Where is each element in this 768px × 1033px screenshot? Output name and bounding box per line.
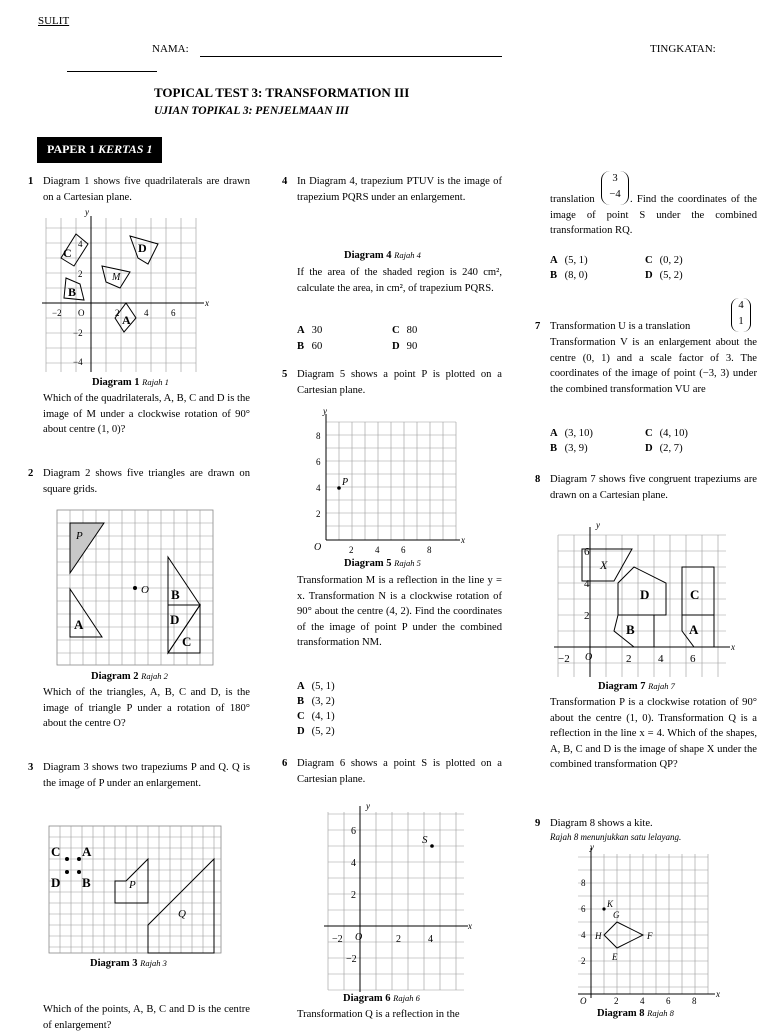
tick-label: 4 xyxy=(375,545,380,555)
option-letter: D xyxy=(645,443,653,454)
caption-text: Diagram 7 xyxy=(598,681,646,692)
centre-o-label: O xyxy=(141,584,149,596)
q5-question: Transformation M is a reflection in the line y = x. Transformation N is a clockwise rotation of 90° about the centre (4, 2). Find the coordinates of the image of point P under the combined transformation NM. xyxy=(297,575,502,648)
q1-question: Which of the quadrilaterals, A, B, C and D is the image of M under a clockwise rotation of 90° about centre (1, 0)? xyxy=(43,393,250,435)
point-h-label: H xyxy=(595,931,602,941)
point-s-label: S xyxy=(422,834,428,846)
option-value: (3, 10) xyxy=(564,428,593,439)
caption-text: Diagram 2 xyxy=(91,671,139,682)
option-value: 80 xyxy=(406,325,418,336)
option-value: 30 xyxy=(311,325,323,336)
page-title: TOPICAL TEST 3: TRANSFORMATION III xyxy=(154,85,410,100)
option-value: 60 xyxy=(311,341,323,352)
diagram-6 xyxy=(318,798,478,992)
q7-option-b[interactable] xyxy=(550,441,588,457)
shape-c-label: C xyxy=(690,587,700,602)
q1-number: 1 xyxy=(28,176,34,187)
diagram-7 xyxy=(550,519,742,679)
tick-label: 6 xyxy=(171,308,176,318)
q8-number: 8 xyxy=(535,474,541,485)
option-value: (5, 2) xyxy=(311,726,335,737)
caption-text: Diagram 1 xyxy=(92,377,140,388)
tick-label: −2 xyxy=(346,954,357,965)
caption-text: Diagram 5 xyxy=(344,558,392,569)
option-letter: A xyxy=(550,428,558,439)
tick-label: 4 xyxy=(581,930,586,940)
tingkatan-line xyxy=(67,71,157,72)
q2-number: 2 xyxy=(28,468,34,479)
q3-number: 3 xyxy=(28,762,34,773)
point-s-dot xyxy=(430,844,434,848)
shape-b-label: B xyxy=(68,285,77,299)
caption-text-ms: Rajah 1 xyxy=(142,377,169,387)
diagram-1-caption xyxy=(92,375,169,391)
option-letter: C xyxy=(645,428,653,439)
tick-label: −4 xyxy=(73,357,83,367)
option-letter: A xyxy=(550,255,558,266)
q4-option-d[interactable] xyxy=(392,339,417,355)
x-axis-label: x xyxy=(205,298,209,308)
shape-a-label: A xyxy=(689,622,699,637)
tick-label: 4 xyxy=(316,483,321,493)
point-p-label: P xyxy=(342,477,349,488)
q7-option-c[interactable] xyxy=(645,426,688,442)
q2-text: Diagram 2 shows five triangles are drawn on square grids. xyxy=(43,468,250,495)
q7-option-d[interactable] xyxy=(645,441,683,457)
triangle-b-label: B xyxy=(171,587,180,602)
q4-text: In Diagram 4, trapezium PTUV is the image of trapezium PQRS under an enlargement. xyxy=(297,176,502,203)
point-d-dot xyxy=(65,870,69,874)
option-letter: B xyxy=(550,443,558,454)
q6-translation-word: translation xyxy=(550,194,595,205)
q9-text: Diagram 8 shows a kite. xyxy=(550,818,653,829)
q4-option-b[interactable] xyxy=(297,339,322,355)
diagram-1 xyxy=(38,206,216,374)
diagram-3-caption xyxy=(90,956,167,972)
nama-label: NAMA: xyxy=(152,43,189,55)
tick-label: 2 xyxy=(351,890,356,901)
caption-text-ms: Rajah 3 xyxy=(140,958,167,968)
point-c-dot xyxy=(65,857,69,861)
y-axis-label: y xyxy=(596,520,600,530)
tick-label: 6 xyxy=(584,546,590,558)
option-value: (5, 2) xyxy=(659,270,683,281)
q5-number: 5 xyxy=(282,369,288,380)
shape-x-label: X xyxy=(600,558,608,572)
q4-option-c[interactable] xyxy=(392,323,417,339)
option-value: (5, 1) xyxy=(564,255,588,266)
tick-label: 2 xyxy=(396,934,401,945)
tick-label: 8 xyxy=(692,996,697,1006)
q6-question-rest: . Find the coordinates of the image of point S under the combined transformation RQ. xyxy=(550,194,757,236)
q4-number: 4 xyxy=(282,176,288,187)
option-letter: B xyxy=(297,696,305,707)
centre-o-point xyxy=(133,586,137,590)
caption-text-ms: Rajah 2 xyxy=(141,671,168,681)
tingkatan-label: TINGKATAN: xyxy=(650,43,716,55)
point-e-label: E xyxy=(612,952,618,962)
point-p-dot xyxy=(337,486,341,490)
q5-option-a[interactable] xyxy=(297,679,335,695)
shape-c-label: C xyxy=(63,246,72,260)
caption-text: Diagram 4 xyxy=(344,250,392,261)
shape-a-label: A xyxy=(122,313,131,327)
point-b-dot xyxy=(77,870,81,874)
diagram-6-caption xyxy=(343,991,420,1007)
paper-label: PAPER 1 xyxy=(47,142,96,156)
tick-label: 8 xyxy=(427,545,432,555)
diagram-5-caption xyxy=(344,556,421,572)
shape-d-label: D xyxy=(640,587,650,602)
origin-label: O xyxy=(314,542,322,553)
q6-text: Diagram 6 shows a point S is plotted on a Cartesian plane. xyxy=(297,758,502,785)
option-value: (4, 10) xyxy=(659,428,688,439)
nama-line xyxy=(200,56,502,57)
point-c-label: C xyxy=(51,844,61,859)
x-axis-label: x xyxy=(731,642,735,652)
option-letter: D xyxy=(392,341,400,352)
tick-label: 2 xyxy=(584,610,590,622)
tick-label: 2 xyxy=(349,545,354,555)
option-letter: B xyxy=(297,341,305,352)
tick-label: −2 xyxy=(558,653,570,665)
tick-label: −2 xyxy=(73,328,83,338)
tick-label: 4 xyxy=(351,858,356,869)
option-value: (3, 2) xyxy=(311,696,335,707)
q6-option-d[interactable] xyxy=(645,268,683,284)
caption-text: Diagram 3 xyxy=(90,958,138,969)
vector-top: 3 xyxy=(612,173,618,184)
x-axis-label: x xyxy=(468,921,472,931)
q5-text: Diagram 5 shows a point P is plotted on a Cartesian plane. xyxy=(297,369,502,396)
q2-question: Which of the triangles, A, B, C and D, is the image of triangle P under a rotation of 180° about the centre O? xyxy=(43,687,250,729)
diagram-2-caption xyxy=(91,669,168,685)
diagram-8 xyxy=(565,842,725,1006)
y-axis-label: y xyxy=(323,408,327,416)
tick-label: 2 xyxy=(581,956,586,966)
caption-text-ms: Rajah 5 xyxy=(394,558,421,568)
option-value: (4, 1) xyxy=(311,711,335,722)
tick-label: 2 xyxy=(626,653,632,665)
q8-text: Diagram 7 shows five congruent trapeziums are drawn on a Cartesian plane. xyxy=(550,474,757,501)
tick-label: −2 xyxy=(332,934,343,945)
origin-label: O xyxy=(585,652,593,663)
diagram-2 xyxy=(56,509,216,667)
q6-option-c[interactable] xyxy=(645,253,683,269)
diagram-8-caption xyxy=(597,1006,674,1022)
vector-bottom: −4 xyxy=(609,189,621,200)
triangle-c-label: C xyxy=(182,634,192,649)
option-letter: D xyxy=(645,270,653,281)
tick-label: 2 xyxy=(115,308,120,318)
sulit-mark: SULIT xyxy=(38,15,70,27)
tick-label: 6 xyxy=(316,457,321,467)
option-letter: A xyxy=(297,325,305,336)
q4-option-a[interactable] xyxy=(297,323,322,339)
triangle-a-label: A xyxy=(74,617,84,632)
q9-text-ms: Rajah 8 menunjukkan satu lelayang. xyxy=(550,832,682,842)
q9-number: 9 xyxy=(535,818,541,829)
option-value: (5, 1) xyxy=(311,681,335,692)
caption-text-ms: Rajah 4 xyxy=(394,250,421,260)
paper-badge xyxy=(37,137,162,163)
vector-top: 4 xyxy=(738,300,744,311)
q6-number: 6 xyxy=(282,758,288,769)
y-axis-label: y xyxy=(366,801,370,811)
origin-label: O xyxy=(355,932,363,943)
trapezium-p-label: P xyxy=(129,879,136,891)
tick-label: 4 xyxy=(640,996,645,1006)
tick-label: 2 xyxy=(78,269,83,279)
q6-option-a[interactable] xyxy=(550,253,588,269)
option-letter: C xyxy=(392,325,400,336)
tick-label: 6 xyxy=(351,826,356,837)
caption-text: Diagram 6 xyxy=(343,993,391,1004)
point-f-label: F xyxy=(647,931,653,941)
tick-label: 4 xyxy=(78,239,83,249)
q6-option-b[interactable] xyxy=(550,268,588,284)
shape-d-label: D xyxy=(138,241,147,255)
x-axis-label: x xyxy=(716,989,720,999)
q5-option-d[interactable] xyxy=(297,724,335,740)
option-letter: A xyxy=(297,681,305,692)
triangle-d-label: D xyxy=(170,612,180,627)
q3-text: Diagram 3 shows two trapeziums P and Q. Q is the image of P under an enlargement. xyxy=(43,762,250,789)
option-value: (3, 9) xyxy=(564,443,588,454)
caption-text-ms: Rajah 6 xyxy=(393,993,420,1003)
tick-label: 4 xyxy=(584,578,590,590)
tick-label: 4 xyxy=(428,934,433,945)
q6-question-start: Transformation Q is a reflection in the xyxy=(297,1009,460,1020)
option-letter: B xyxy=(550,270,558,281)
q7-text-start: Transformation U is a translation xyxy=(550,321,691,332)
diagram-8-grid xyxy=(578,854,708,994)
q1-text: Diagram 1 shows five quadrilaterals are drawn on a Cartesian plane. xyxy=(43,176,250,203)
origin-label: O xyxy=(78,308,85,318)
caption-text-ms: Rajah 7 xyxy=(648,681,675,691)
point-k-label: K xyxy=(607,899,614,909)
diagram-5 xyxy=(308,408,468,558)
tick-label: 6 xyxy=(581,904,586,914)
option-value: 90 xyxy=(406,341,418,352)
option-value: (8, 0) xyxy=(564,270,588,281)
tick-label: 6 xyxy=(401,545,406,555)
point-b-label: B xyxy=(82,875,91,890)
triangle-p-label: P xyxy=(76,530,83,542)
diagram-3 xyxy=(48,825,224,955)
shape-b-label: B xyxy=(626,622,635,637)
tick-label: 8 xyxy=(316,431,321,441)
trapezium-q-label: Q xyxy=(178,908,186,920)
diagram-7-caption xyxy=(598,679,675,695)
q3-question: Which of the points, A, B, C and D is the centre of enlargement? xyxy=(43,1004,250,1031)
q5-option-b[interactable] xyxy=(297,694,335,710)
option-letter: C xyxy=(297,711,305,722)
option-letter: C xyxy=(645,255,653,266)
y-axis-label: y xyxy=(85,207,89,217)
point-k-dot xyxy=(602,907,605,910)
page-subtitle: UJIAN TOPIKAL 3: PENJELMAAN III xyxy=(154,105,349,117)
origin-label: O xyxy=(580,996,587,1006)
point-g-label: G xyxy=(613,910,620,920)
q7-number: 7 xyxy=(535,321,541,332)
tick-label: 2 xyxy=(614,996,619,1006)
tick-label: 4 xyxy=(658,653,664,665)
point-d-label: D xyxy=(51,875,61,890)
diagram-4-caption xyxy=(344,248,421,264)
tick-label: 2 xyxy=(316,509,321,519)
caption-text: Diagram 8 xyxy=(597,1008,645,1019)
shape-m-label: M xyxy=(112,272,121,283)
option-letter: D xyxy=(297,726,305,737)
tick-label: 6 xyxy=(666,996,671,1006)
tick-label: 4 xyxy=(144,308,149,318)
tick-label: −2 xyxy=(52,308,62,318)
point-a-label: A xyxy=(82,844,92,859)
x-axis-label: x xyxy=(461,535,465,545)
point-a-dot xyxy=(77,857,81,861)
y-axis-label: y xyxy=(590,842,594,852)
tick-label: 6 xyxy=(690,653,696,665)
tick-label: 8 xyxy=(581,878,586,888)
q7-translation-vector xyxy=(731,298,751,332)
q7-text-rest: Transformation V is an enlargement about the centre (0, 1) and a scale factor of 3. The coordinates of the image of point (−3, 3) under the combined transformation VU are xyxy=(550,337,757,395)
option-value: (2, 7) xyxy=(659,443,683,454)
q5-option-c[interactable] xyxy=(297,709,335,725)
option-value: (0, 2) xyxy=(659,255,683,266)
vector-bottom: 1 xyxy=(738,316,744,327)
caption-text-ms: Rajah 8 xyxy=(647,1008,674,1018)
q4-question: If the area of the shaded region is 240 cm², calculate the area, in cm², of trapezium PQRS. xyxy=(297,267,502,294)
paper-label-ms: KERTAS 1 xyxy=(98,142,153,156)
q8-question: Transformation P is a clockwise rotation of 90° about the centre (1, 0). Transformation Q is a reflection in the line x = 4. Which of the shapes, A, B, C and D is the image of shape X under the combined transformation QP? xyxy=(550,697,757,770)
q7-option-a[interactable] xyxy=(550,426,593,442)
